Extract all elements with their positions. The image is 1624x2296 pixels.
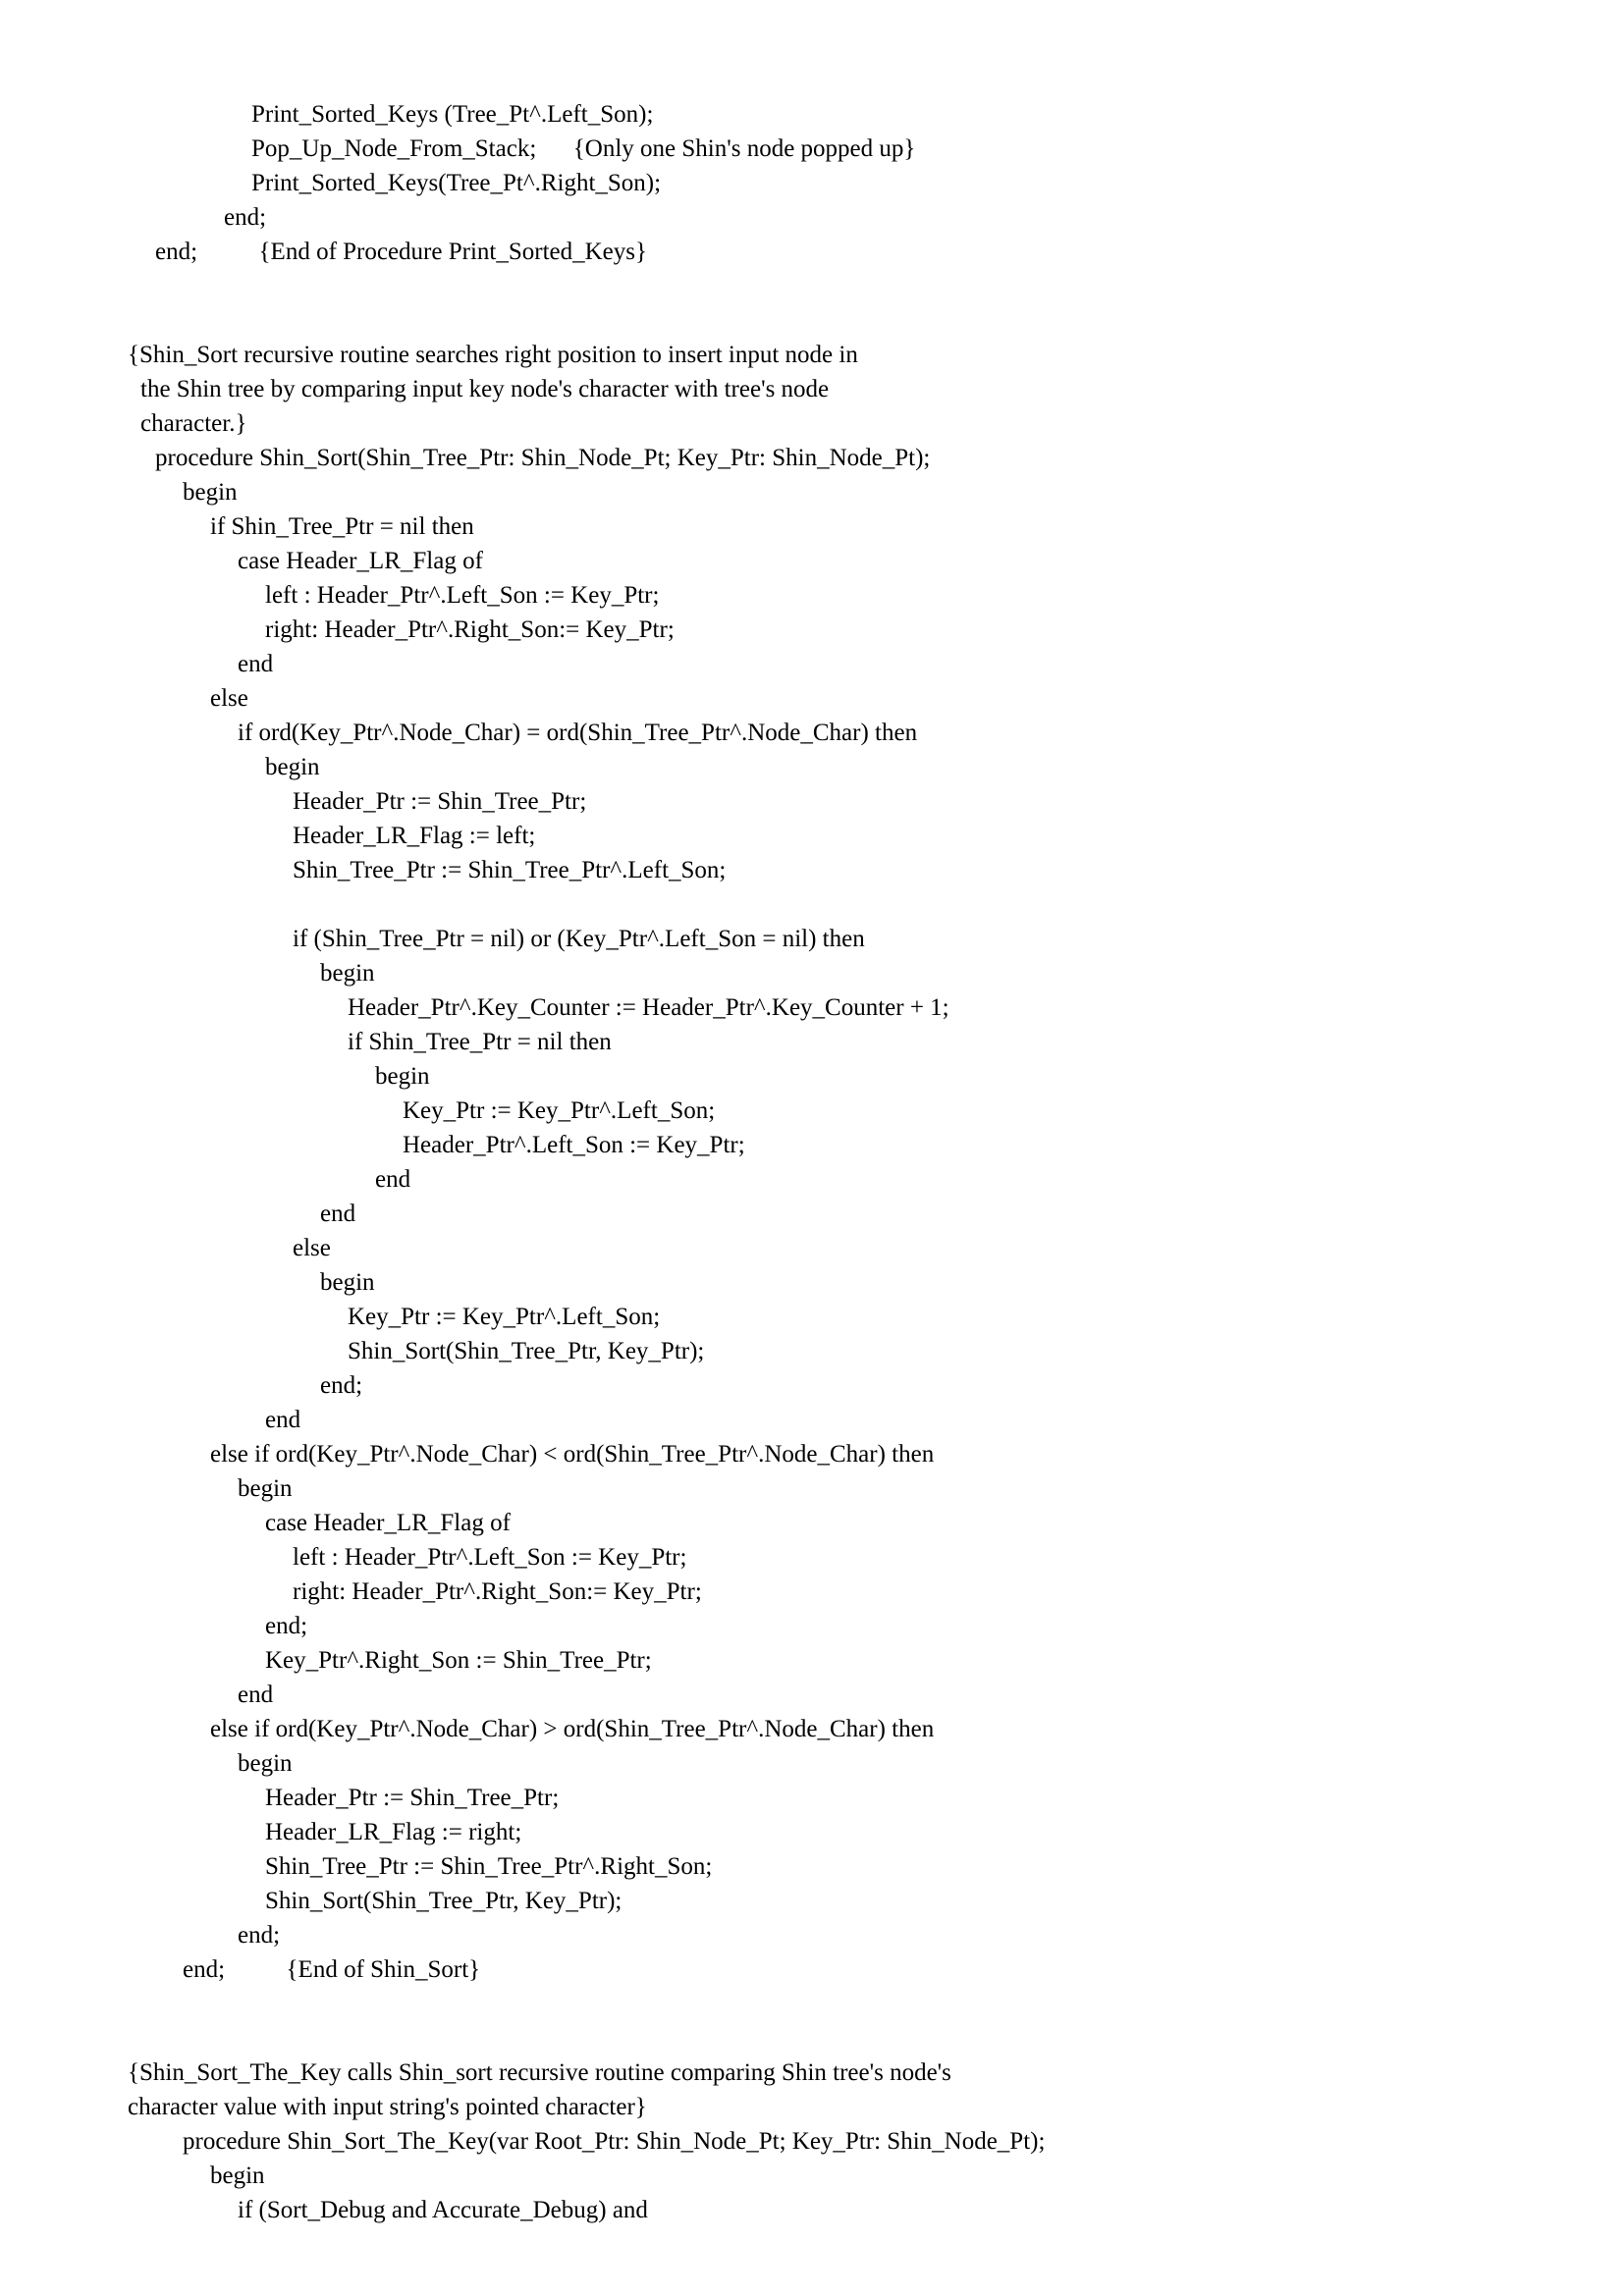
code-line: Header_Ptr := Shin_Tree_Ptr; xyxy=(265,1785,560,1811)
code-line: Shin_Tree_Ptr := Shin_Tree_Ptr^.Left_Son; xyxy=(293,857,727,883)
code-line: else xyxy=(210,685,248,712)
code-line: begin xyxy=(238,1475,293,1502)
code-line: if Shin_Tree_Ptr = nil then xyxy=(210,513,474,540)
code-line: begin xyxy=(183,479,238,506)
code-line: end xyxy=(265,1407,301,1433)
comment-line: character.} xyxy=(140,410,247,437)
code-line: else if ord(Key_Ptr^.Node_Char) < ord(Shin_Tree_Ptr^.Node_Char) then xyxy=(210,1441,935,1468)
comment-line: {Shin_Sort recursive routine searches right position to insert input node in xyxy=(128,342,858,368)
code-line: case Header_LR_Flag of xyxy=(238,548,483,574)
code-line: end; xyxy=(238,1922,281,1949)
code-line: Header_LR_Flag := right; xyxy=(265,1819,522,1845)
code-line: begin xyxy=(238,1750,293,1777)
code-line: else xyxy=(293,1235,331,1261)
code-line: Print_Sorted_Keys (Tree_Pt^.Left_Son); xyxy=(251,101,654,128)
code-line: Print_Sorted_Keys(Tree_Pt^.Right_Son); xyxy=(251,170,662,196)
code-line: if (Sort_Debug and Accurate_Debug) and xyxy=(238,2197,648,2223)
code-line: Shin_Sort(Shin_Tree_Ptr, Key_Ptr); xyxy=(265,1888,623,1914)
comment-line: {Shin_Sort_The_Key calls Shin_sort recursive routine comparing Shin tree's node's xyxy=(128,2059,951,2086)
code-line: end; xyxy=(224,204,267,231)
code-line: begin xyxy=(210,2163,265,2189)
code-line: Key_Ptr := Key_Ptr^.Left_Son; xyxy=(348,1304,661,1330)
comment-line: the Shin tree by comparing input key node's character with tree's node xyxy=(140,376,830,402)
code-line: if Shin_Tree_Ptr = nil then xyxy=(348,1029,612,1055)
code-line: right: Header_Ptr^.Right_Son:= Key_Ptr; xyxy=(293,1578,702,1605)
code-line: if (Shin_Tree_Ptr = nil) or (Key_Ptr^.Left_Son = nil) then xyxy=(293,926,865,952)
code-line: left : Header_Ptr^.Left_Son := Key_Ptr; xyxy=(293,1544,687,1571)
code-line: if ord(Key_Ptr^.Node_Char) = ord(Shin_Tree_Ptr^.Node_Char) then xyxy=(238,720,918,746)
code-line: end xyxy=(320,1201,356,1227)
code-line: Key_Ptr^.Right_Son := Shin_Tree_Ptr; xyxy=(265,1647,652,1674)
code-line: case Header_LR_Flag of xyxy=(265,1510,511,1536)
code-line: Header_Ptr^.Left_Son := Key_Ptr; xyxy=(403,1132,745,1158)
code-line: left : Header_Ptr^.Left_Son := Key_Ptr; xyxy=(265,582,660,609)
code-line: begin xyxy=(320,960,375,987)
code-line: Key_Ptr := Key_Ptr^.Left_Son; xyxy=(403,1097,716,1124)
code-line: end; xyxy=(320,1372,363,1399)
procedure-header: procedure Shin_Sort(Shin_Tree_Ptr: Shin_Node_Pt; Key_Ptr: Shin_Node_Pt); xyxy=(155,445,931,471)
code-line: Pop_Up_Node_From_Stack; {Only one Shin's node popped up} xyxy=(251,135,916,162)
code-line: end; {End of Procedure Print_Sorted_Keys} xyxy=(155,239,648,265)
code-line: Header_Ptr^.Key_Counter := Header_Ptr^.Key_Counter + 1; xyxy=(348,994,949,1021)
code-line: begin xyxy=(320,1269,375,1296)
code-line: Shin_Tree_Ptr := Shin_Tree_Ptr^.Right_Son; xyxy=(265,1853,713,1880)
code-line: begin xyxy=(375,1063,430,1090)
code-line: begin xyxy=(265,754,320,780)
code-line: end xyxy=(238,1682,274,1708)
code-line: right: Header_Ptr^.Right_Son:= Key_Ptr; xyxy=(265,616,675,643)
code-line: end; xyxy=(265,1613,308,1639)
comment-line: character value with input string's pointed character} xyxy=(128,2094,647,2120)
code-line: else if ord(Key_Ptr^.Node_Char) > ord(Shin_Tree_Ptr^.Node_Char) then xyxy=(210,1716,935,1742)
procedure-header: procedure Shin_Sort_The_Key(var Root_Ptr: Shin_Node_Pt; Key_Ptr: Shin_Node_Pt); xyxy=(183,2128,1046,2155)
code-line: Header_Ptr := Shin_Tree_Ptr; xyxy=(293,788,587,815)
code-line: end xyxy=(238,651,274,677)
code-line: end; {End of Shin_Sort} xyxy=(183,1956,481,1983)
code-line: Header_LR_Flag := left; xyxy=(293,823,536,849)
code-line: end xyxy=(375,1166,411,1193)
code-line: Shin_Sort(Shin_Tree_Ptr, Key_Ptr); xyxy=(348,1338,705,1364)
